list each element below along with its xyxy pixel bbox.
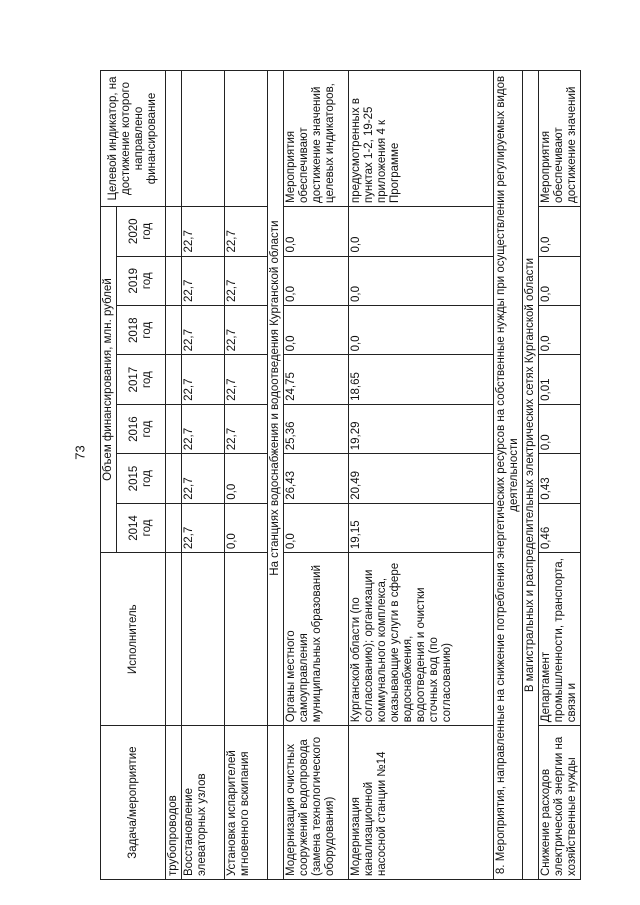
header-year: 2019 год [117, 256, 166, 305]
cell-task: Восстановление элеваторных узлов [182, 726, 225, 880]
cell-task: Модернизация очистных сооружений водопровода (замена технологического оборудования) [284, 726, 349, 880]
section-water-title: На станциях водоснабжения и водоотведения Курганской области [268, 71, 284, 726]
cell-task: Установка испарителей мгновенного вскипания [225, 726, 268, 880]
cell-value [166, 503, 182, 552]
cell-value: 20,49 [349, 454, 494, 503]
cell-value: 18,65 [349, 355, 494, 404]
cell-value: 22,7 [225, 355, 268, 404]
cell-value: 0,0 [225, 454, 268, 503]
table-row [225, 71, 268, 880]
cell-value: 22,7 [182, 454, 225, 503]
cell-value [166, 256, 182, 305]
cell-executor [182, 553, 225, 726]
cell-target [166, 71, 182, 207]
header-target: Целевой индикатор, на достижение которого направлено финансирование [101, 71, 166, 207]
cell-value [166, 404, 182, 453]
cell-value: 0,0 [539, 206, 581, 256]
cell-value: 0,0 [225, 503, 268, 552]
cell-value: 0,0 [539, 256, 581, 305]
cell-value: 0,0 [284, 256, 349, 305]
cell-target: Мероприятия обеспечивают достижение значений целевых индикаторов, [284, 71, 349, 207]
cell-value: 0,01 [539, 355, 581, 404]
cell-target [225, 71, 268, 207]
cell-value: 19,29 [349, 404, 494, 453]
header-task: Задача/мероприятие [101, 726, 166, 880]
cell-target [182, 71, 225, 207]
cell-target: Мероприятия обеспечивают достижение значений [539, 71, 581, 207]
table-row [539, 71, 581, 880]
table-row [284, 71, 349, 880]
cell-executor: Курганской области (по согласованию); организации коммунального комплекса, оказывающие услуги в сфере водоснабжения, водоотведения и очистки сточных вод (по согласованию) [349, 553, 494, 726]
cell-value: 0,0 [539, 404, 581, 453]
section-grid-title: В магистральных и распределительных электрических сетях Курганской области [523, 71, 539, 880]
cell-executor: Органы местного самоуправления муниципальных образований [284, 553, 349, 726]
header-funding-volume: Объем финансирования, млн. рублей [101, 206, 117, 552]
header-executor: Исполнитель [101, 553, 166, 726]
cell-value: 0,0 [284, 503, 349, 552]
section-spacer [268, 726, 284, 880]
cell-value: 22,7 [225, 256, 268, 305]
cell-executor [225, 553, 268, 726]
section-8-title: 8. Мероприятия, направленные на снижение потребления энергетических ресурсов на собственные нужды при осуществлении регулируемых видов деятельности [494, 71, 523, 880]
cell-task: Модернизация канализационной насосной станции №14 [349, 726, 494, 880]
cell-task: Снижение расходов электрической энергии на хозяйственные нужды [539, 726, 581, 880]
cell-value: 0,43 [539, 454, 581, 503]
header-year: 2020 год [117, 206, 166, 256]
cell-value: 19,15 [349, 503, 494, 552]
page-number: 73 [72, 445, 88, 460]
cell-value: 0,0 [349, 305, 494, 354]
cell-value: 0,0 [349, 206, 494, 256]
cell-value: 26,43 [284, 454, 349, 503]
section-row [494, 71, 523, 880]
cell-executor: Департамент промышленности, транспорта, связи и [539, 553, 581, 726]
cell-value: 22,7 [182, 305, 225, 354]
section-row [268, 71, 284, 880]
header-year: 2015 год [117, 454, 166, 503]
cell-value [166, 305, 182, 354]
cell-value: 25,36 [284, 404, 349, 453]
cell-value: 0,46 [539, 503, 581, 552]
header-year: 2014 год [117, 503, 166, 552]
cell-value: 22,7 [225, 305, 268, 354]
cell-value [166, 454, 182, 503]
cell-executor [166, 553, 182, 726]
header-row-1 [101, 71, 117, 880]
header-year: 2017 год [117, 355, 166, 404]
cell-target: предусмотренных в пунктах 1-2, 19-25 приложения 4 к Программе [349, 71, 494, 207]
table-row [349, 71, 494, 880]
cell-task: трубопроводов [166, 726, 182, 880]
rotated-table-container [100, 70, 605, 880]
section-row [523, 71, 539, 880]
cell-value: 0,0 [539, 305, 581, 354]
cell-value: 22,7 [182, 206, 225, 256]
cell-value: 0,0 [284, 305, 349, 354]
cell-value: 22,7 [225, 206, 268, 256]
cell-value: 22,7 [225, 404, 268, 453]
cell-value: 0,0 [349, 256, 494, 305]
cell-value: 0,0 [284, 206, 349, 256]
header-year: 2018 год [117, 305, 166, 354]
cell-value [166, 206, 182, 256]
cell-value: 22,7 [182, 355, 225, 404]
cell-value: 22,7 [182, 404, 225, 453]
header-year: 2016 год [117, 404, 166, 453]
table-row [166, 71, 182, 880]
cell-value: 22,7 [182, 503, 225, 552]
cell-value [166, 355, 182, 404]
funding-table [100, 70, 581, 880]
cell-value: 22,7 [182, 256, 225, 305]
table-row [182, 71, 225, 880]
cell-value: 24,75 [284, 355, 349, 404]
